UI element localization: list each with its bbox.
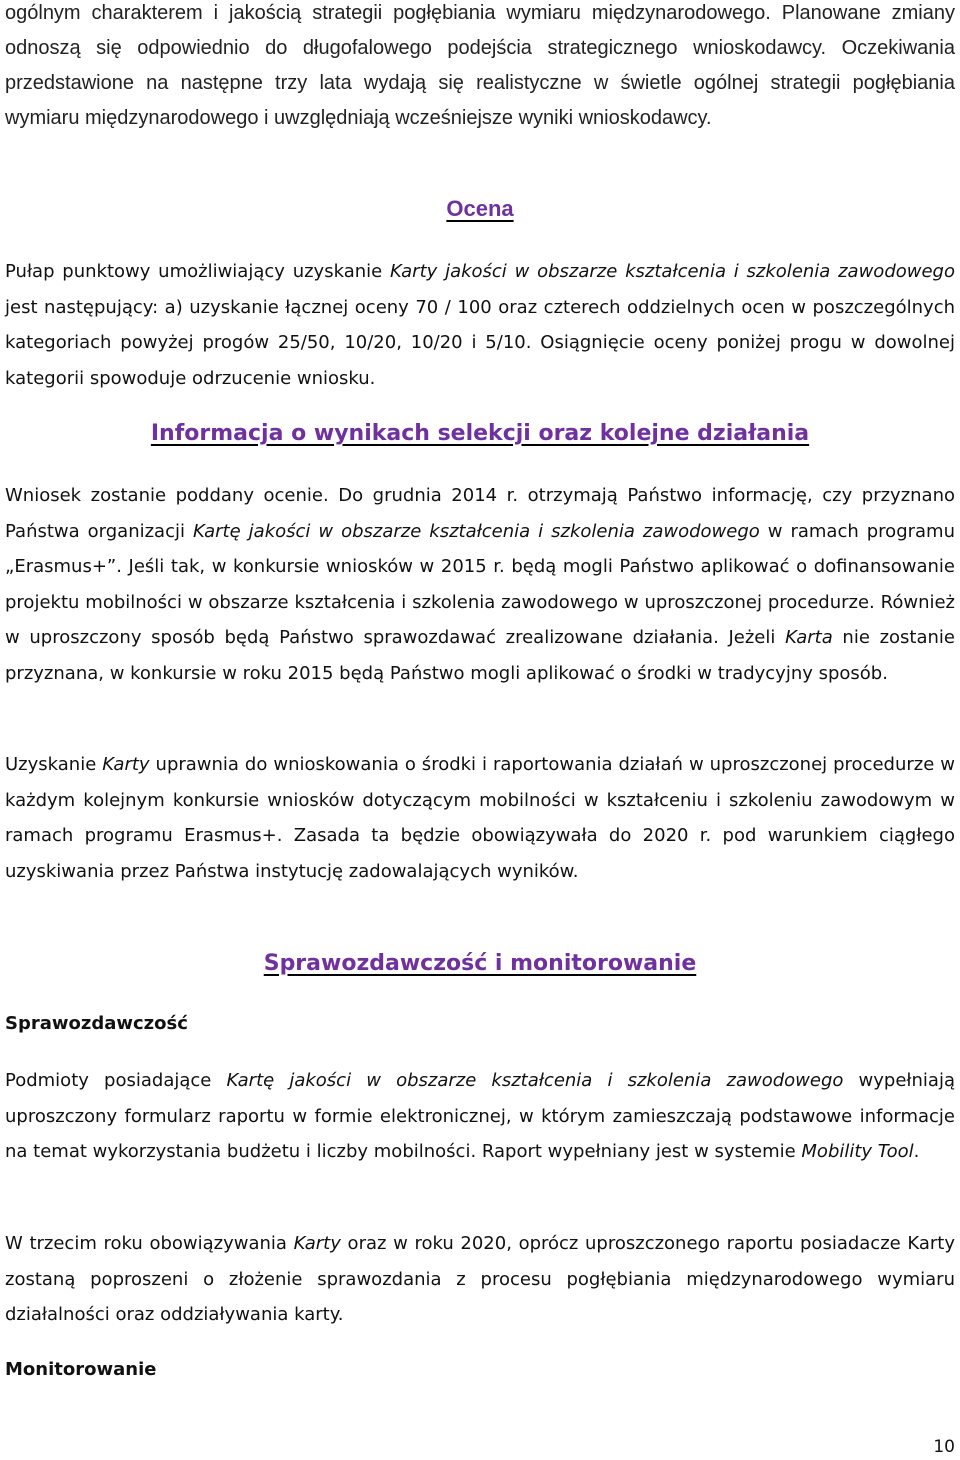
heading-sprawozdawczosc-monitorowanie: Sprawozdawczość i monitorowanie (263, 951, 697, 976)
intro-paragraph: ogólnym charakterem i jakością strategii pogłębiania wymiaru międzynarodowego. Planowane zmiany odnoszą się odpowiednio do długofalowego podejścia strategicznego wnioskodawcy. Oczekiwania przedstawione na następne trzy lata wydają się realistyczne w świetle ogólnej strategii pogłębiania wymiaru międzynarodowego i uwzględniają wcześniejsze wyniki wnioskodawcy. (5, 2, 955, 129)
page-number: 10 (933, 1437, 955, 1457)
sprawozdawczosc-paragraph-1: Podmioty posiadające Kartę jakości w obszarze kształcenia i szkolenia zawodowego wypełniają uproszczony formularz raportu w formie elektronicznej, w którym zamieszczają podstawowe informacje na temat wykorzystania budżetu i liczby mobilności. Raport wypełniany jest w systemie Mobility Tool. (5, 1070, 955, 1162)
document-page (5, 0, 955, 1460)
heading-ocena: Ocena (446, 196, 514, 221)
subheading-monitorowanie: Monitorowanie (5, 1359, 157, 1380)
subheading-sprawozdawczosc: Sprawozdawczość (5, 1013, 188, 1034)
sprawozdawczosc-paragraph-2: W trzecim roku obowiązywania Karty oraz w roku 2020, oprócz uproszczonego raportu posiadacze Karty zostaną poproszeni o złożenie sprawozdania z procesu pogłębiania międzynarodowego wymiaru działalności oraz oddziaływania karty. (5, 1233, 956, 1325)
heading-informacja: Informacja o wynikach selekcji oraz kolejne działania (150, 421, 810, 446)
ocena-paragraph: Pułap punktowy umożliwiający uzyskanie Karty jakości w obszarze kształcenia i szkolenia zawodowego jest następujący: a) uzyskanie łącznej oceny 70 / 100 oraz czterech oddzielnych ocen w poszczególnych kategoriach powyżej progów 25/50, 10/20, 10/20 i 5/10. Osiągnięcie oceny poniżej progu w dowolnej kategorii spowoduje odrzucenie wniosku. (5, 261, 955, 389)
info-paragraph-2: Uzyskanie Karty uprawnia do wnioskowania o środki i raportowania działań w uproszczonej procedurze w każdym kolejnym konkursie wniosków dotyczącym mobilności w kształceniu i szkoleniu zawodowym w ramach programu Erasmus+. Zasada ta będzie obowiązywała do 2020 r. pod warunkiem ciągłego uzyskiwania przez Państwa instytucję zadowalających wyników. (5, 754, 955, 882)
info-paragraph-1: Wniosek zostanie poddany ocenie. Do grudnia 2014 r. otrzymają Państwo informację, czy przyznano Państwa organizacji Kartę jakości w obszarze kształcenia i szkolenia zawodowego w ramach programu „Erasmus+”. Jeśli tak, w konkursie wniosków w 2015 r. będą mogli Państwo aplikować o dofinansowanie projektu mobilności w obszarze kształcenia i szkolenia zawodowego w uproszczonej procedurze. Również w uproszczony sposób będą Państwo sprawozdawać zrealizowane działania. Jeżeli Karta nie zostanie przyznana, w konkursie w roku 2015 będą Państwo mogli aplikować o środki w tradycyjny sposób. (5, 485, 955, 684)
